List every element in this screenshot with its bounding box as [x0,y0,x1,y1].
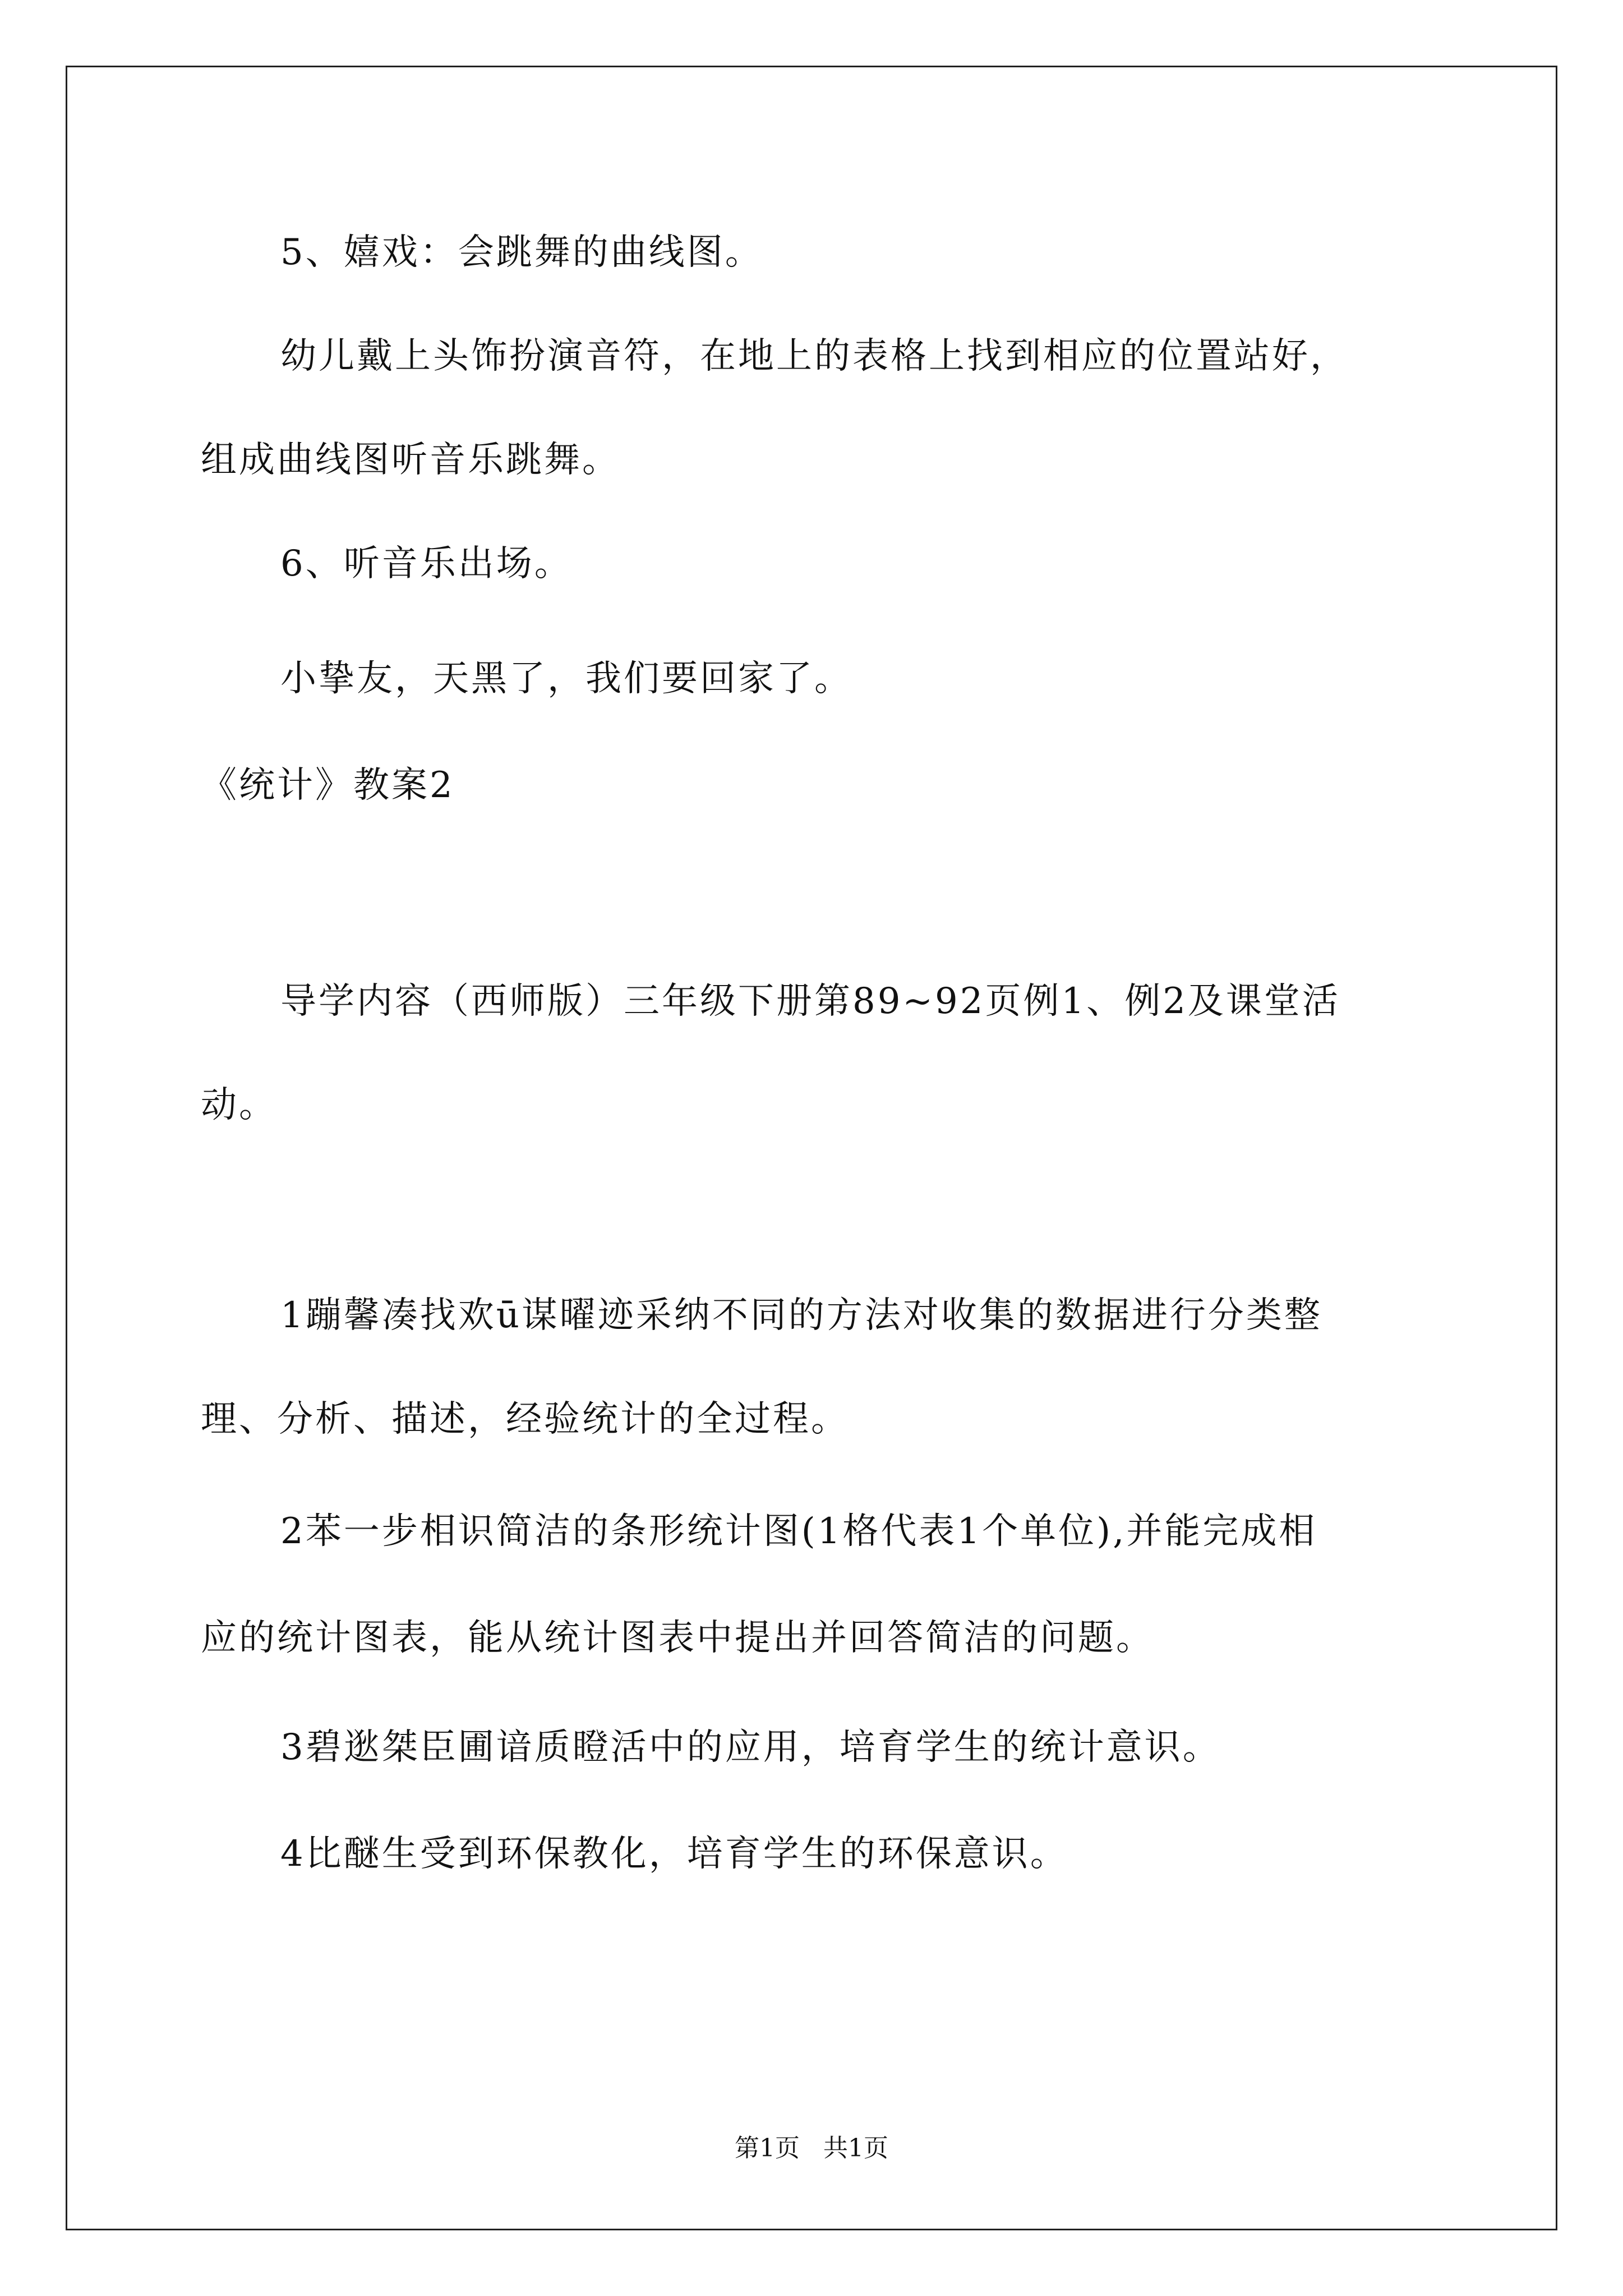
section-title: 《统计》教案2 [201,765,455,806]
text-line-activity-cont: 组成曲线图听音乐跳舞。 [201,439,620,481]
text-line-goal-2: 2苯一步相识简洁的条形统计图(1格代表1个单位),并能完成相 [280,1511,1317,1552]
text-line-activity: 幼儿戴上头饰扮演音符，在地上的表格上找到相应的位置站好， [280,335,1348,377]
text-line-goal-2-cont: 应的统计图表，能从统计图表中提出并回答简洁的问题。 [201,1617,1154,1659]
page-border [66,66,1557,2230]
text-line-game: 5、嬉戏：会跳舞的曲线图。 [280,232,763,273]
text-line-goal-4: 4比醚生受到环保教化，培育学生的环保意识。 [280,1833,1068,1875]
text-line-goodbye: 小挚友，天黑了，我们要回家了。 [280,658,852,700]
text-line-goal-1: 1蹦馨凑找欢ū谋曜迹采纳不同的方法对收集的数据进行分类整 [280,1295,1322,1336]
text-line-goal-1-cont: 理、分析、描述，经验统计的全过程。 [201,1398,849,1440]
text-line-goal-3: 3碧逖桀臣圃谙质瞪活中的应用，培育学生的统计意识。 [280,1727,1221,1768]
text-line-content: 导学内容（西师版）三年级下册第89~92页例1、例2及课堂活 [280,981,1340,1022]
page-footer: 第1页 共1页 [735,2134,888,2162]
text-line-exit: 6、听音乐出场。 [280,543,573,585]
text-line-content-cont: 动。 [201,1084,277,1126]
